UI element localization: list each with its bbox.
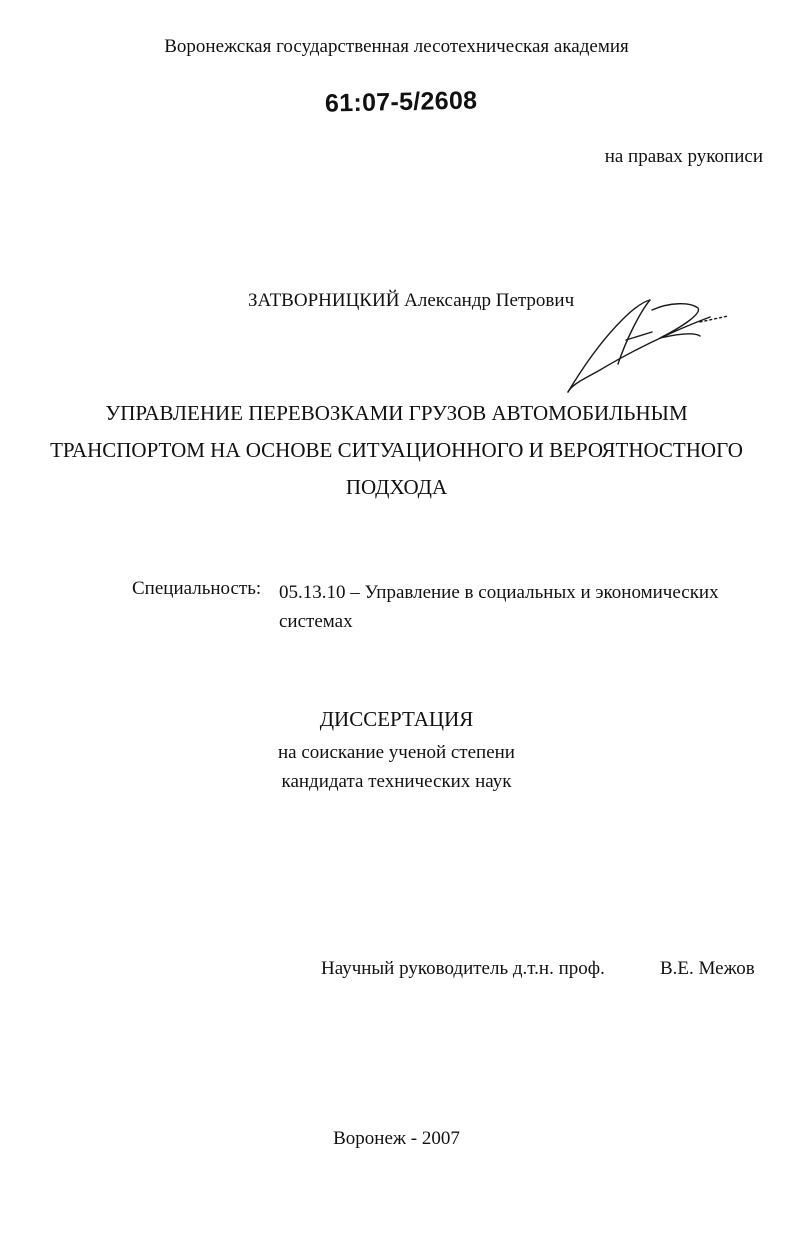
dissertation-heading: ДИССЕРТАЦИЯ <box>319 707 474 731</box>
specialty-value-line-1: 05.13.10 – Управление в социальных и экономических <box>279 582 719 603</box>
institution-name: Воронежская государственная лесотехническая академия <box>164 36 629 57</box>
degree-line-1: на соискание ученой степени <box>278 742 515 763</box>
specialty-label: Специальность: <box>132 578 262 599</box>
dissertation-title <box>0 395 793 506</box>
advisor-label: Научный руководитель д.т.н. проф. <box>321 958 605 979</box>
title-line-2: ТРАНСПОРТОМ НА ОСНОВЕ СИТУАЦИОННОГО И ВЕРОЯТНОСТНОГО <box>50 438 743 462</box>
degree-line-2: кандидата технических наук <box>281 771 512 792</box>
advisor-name: В.Е. Межов <box>660 958 755 979</box>
city-year: Воронеж - 2007 <box>333 1128 460 1149</box>
signature-icon <box>560 292 730 402</box>
catalog-stamp: 61:07-5/2608 <box>324 86 478 118</box>
author-name: ЗАТВОРНИЦКИЙ Александр Петрович <box>248 290 575 311</box>
title-line-1: УПРАВЛЕНИЕ ПЕРЕВОЗКАМИ ГРУЗОВ АВТОМОБИЛЬНЫМ <box>105 401 688 425</box>
specialty-value-line-2: системах <box>279 611 353 632</box>
rights-note: на правах рукописи <box>604 146 763 167</box>
specialty-value <box>279 578 759 636</box>
title-line-3: ПОДХОДА <box>345 475 448 499</box>
